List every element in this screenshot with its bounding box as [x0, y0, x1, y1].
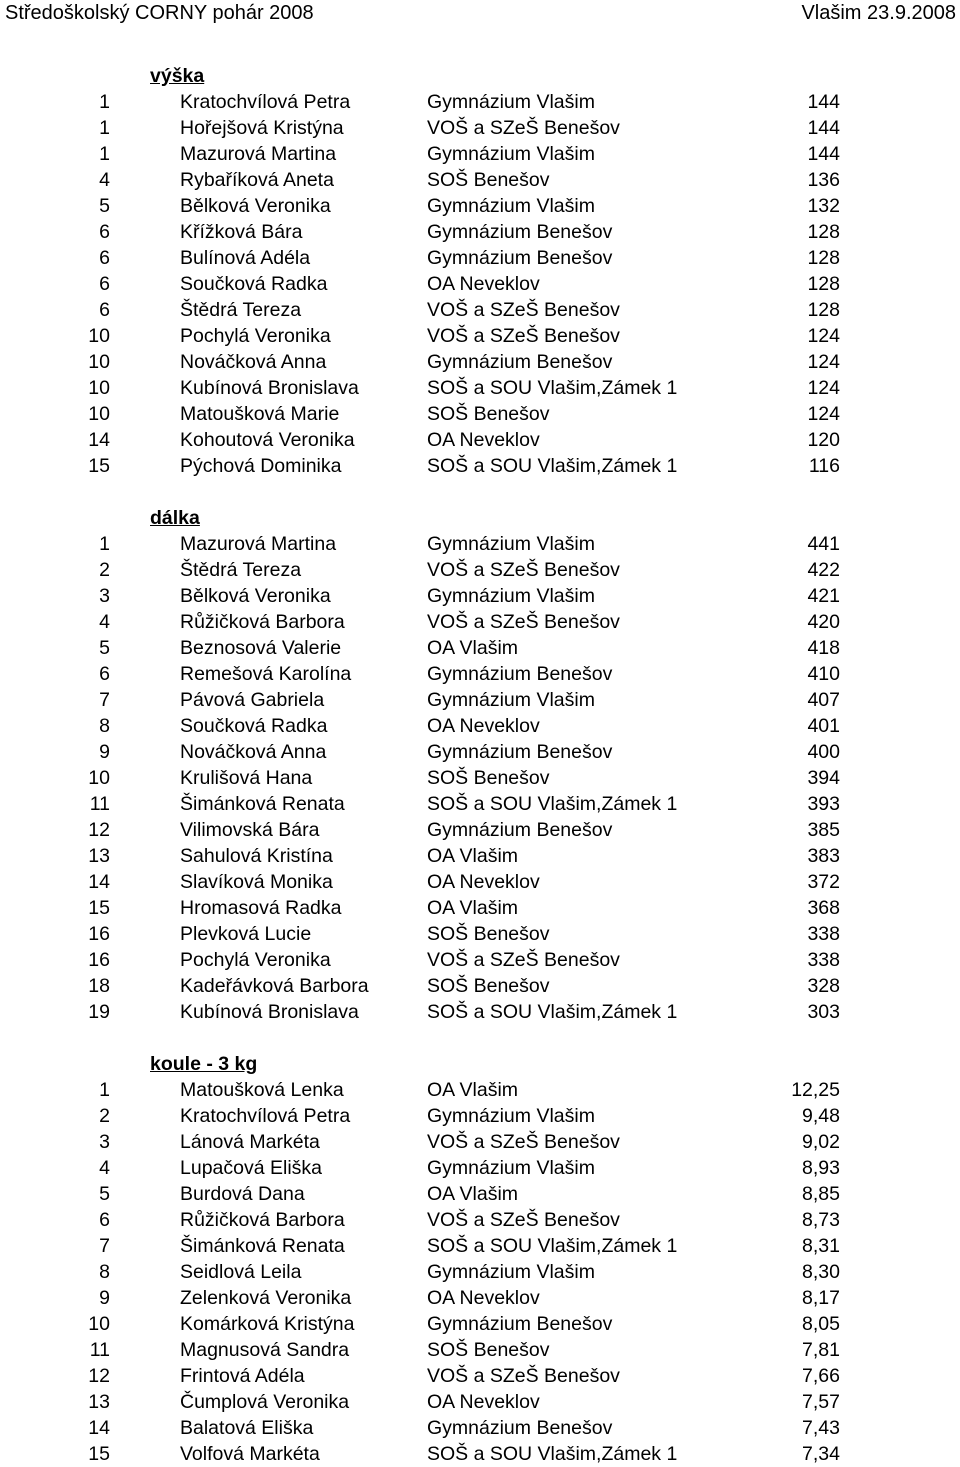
athlete-name-cell: Sahulová Kristína: [180, 845, 333, 867]
result-value-cell: 7,66: [802, 1365, 840, 1387]
rank-cell: 7: [99, 689, 110, 711]
result-row: [0, 713, 960, 739]
rank-cell: 1: [99, 117, 110, 139]
rank-cell: 10: [88, 403, 110, 425]
result-value-cell: 144: [807, 117, 840, 139]
school-cell: VOŠ a SZeŠ Benešov: [427, 1131, 620, 1153]
athlete-name-cell: Slavíková Monika: [180, 871, 333, 893]
result-value-cell: 124: [807, 377, 840, 399]
result-row: [0, 219, 960, 245]
result-value-cell: 128: [807, 221, 840, 243]
result-row: [0, 791, 960, 817]
rank-cell: 5: [99, 1183, 110, 1205]
result-value-cell: 338: [807, 949, 840, 971]
school-cell: Gymnázium Vlašim: [427, 585, 595, 607]
school-cell: SOŠ a SOU Vlašim,Zámek 1: [427, 793, 678, 815]
athlete-name-cell: Frintová Adéla: [180, 1365, 305, 1387]
result-row: [0, 973, 960, 999]
result-value-cell: 303: [807, 1001, 840, 1023]
school-cell: SOŠ a SOU Vlašim,Zámek 1: [427, 455, 678, 477]
result-row: [0, 1285, 960, 1311]
result-value-cell: 372: [807, 871, 840, 893]
rank-cell: 3: [99, 585, 110, 607]
result-row: [0, 271, 960, 297]
result-value-cell: 8,93: [802, 1157, 840, 1179]
rank-cell: 4: [99, 611, 110, 633]
rank-cell: 12: [88, 1365, 110, 1387]
school-cell: Gymnázium Vlašim: [427, 91, 595, 113]
school-cell: SOŠ a SOU Vlašim,Zámek 1: [427, 1235, 678, 1257]
result-row: [0, 141, 960, 167]
school-cell: Gymnázium Benešov: [427, 1417, 613, 1439]
rank-cell: 4: [99, 1157, 110, 1179]
school-cell: OA Neveklov: [427, 273, 540, 295]
rank-cell: 6: [99, 663, 110, 685]
school-cell: OA Neveklov: [427, 429, 540, 451]
result-row: [0, 999, 960, 1025]
result-row: [0, 167, 960, 193]
rank-cell: 1: [99, 91, 110, 113]
school-cell: Gymnázium Vlašim: [427, 1105, 595, 1127]
school-cell: OA Neveklov: [427, 715, 540, 737]
school-cell: Gymnázium Vlašim: [427, 1157, 595, 1179]
result-value-cell: 338: [807, 923, 840, 945]
rank-cell: 11: [89, 793, 110, 815]
rank-cell: 15: [88, 897, 110, 919]
result-row: [0, 609, 960, 635]
school-cell: Gymnázium Benešov: [427, 1313, 613, 1335]
result-value-cell: 7,34: [802, 1443, 840, 1465]
school-cell: OA Neveklov: [427, 871, 540, 893]
result-row: [0, 427, 960, 453]
result-row: [0, 557, 960, 583]
results-section: [0, 1051, 960, 1467]
result-row: [0, 1129, 960, 1155]
result-value-cell: 368: [807, 897, 840, 919]
school-cell: VOŠ a SZeŠ Benešov: [427, 611, 620, 633]
competition-title: Středoškolský CORNY pohár 2008: [5, 2, 314, 24]
school-cell: SOŠ Benešov: [427, 923, 550, 945]
school-cell: Gymnázium Vlašim: [427, 143, 595, 165]
school-cell: Gymnázium Benešov: [427, 351, 613, 373]
rank-cell: 9: [99, 741, 110, 763]
athlete-name-cell: Lánová Markéta: [180, 1131, 320, 1153]
athlete-name-cell: Kratochvílová Petra: [180, 1105, 351, 1127]
result-row: [0, 1311, 960, 1337]
result-value-cell: 128: [807, 299, 840, 321]
rank-cell: 16: [88, 949, 110, 971]
rank-cell: 10: [88, 325, 110, 347]
athlete-name-cell: Šimánková Renata: [180, 793, 345, 815]
athlete-name-cell: Lupačová Eliška: [180, 1157, 323, 1179]
result-value-cell: 393: [807, 793, 840, 815]
page-header: [0, 0, 960, 34]
athlete-name-cell: Štědrá Tereza: [180, 559, 302, 581]
rank-cell: 10: [88, 1313, 110, 1335]
result-row: [0, 583, 960, 609]
rank-cell: 10: [88, 351, 110, 373]
school-cell: VOŠ a SZeŠ Benešov: [427, 325, 620, 347]
result-row: [0, 245, 960, 271]
school-cell: VOŠ a SZeŠ Benešov: [427, 1365, 620, 1387]
athlete-name-cell: Šimánková Renata: [180, 1235, 345, 1257]
result-row: [0, 661, 960, 687]
result-value-cell: 12,25: [791, 1079, 840, 1101]
athlete-name-cell: Burdová Dana: [180, 1183, 305, 1205]
rank-cell: 7: [99, 1235, 110, 1257]
result-row: [0, 1441, 960, 1467]
rank-cell: 10: [88, 767, 110, 789]
rank-cell: 6: [99, 247, 110, 269]
athlete-name-cell: Hořejšová Kristýna: [180, 117, 344, 139]
result-value-cell: 400: [807, 741, 840, 763]
athlete-name-cell: Bulínová Adéla: [180, 247, 311, 269]
athlete-name-cell: Rybaříková Aneta: [180, 169, 334, 191]
result-value-cell: 8,73: [802, 1209, 840, 1231]
results-section: [0, 63, 960, 479]
location-date: Vlašim 23.9.2008: [801, 2, 956, 24]
rank-cell: 6: [99, 1209, 110, 1231]
result-value-cell: 8,05: [802, 1313, 840, 1335]
result-value-cell: 7,43: [802, 1417, 840, 1439]
result-row: [0, 843, 960, 869]
athlete-name-cell: Komárková Kristýna: [180, 1313, 355, 1335]
athlete-name-cell: Čumplová Veronika: [180, 1391, 350, 1413]
result-value-cell: 421: [807, 585, 840, 607]
athlete-name-cell: Kadeřávková Barbora: [180, 975, 369, 997]
result-row: [0, 323, 960, 349]
result-value-cell: 9,02: [802, 1131, 840, 1153]
athlete-name-cell: Magnusová Sandra: [180, 1339, 350, 1361]
athlete-name-cell: Plevková Lucie: [180, 923, 312, 945]
rank-cell: 6: [99, 273, 110, 295]
school-cell: OA Vlašim: [427, 897, 519, 919]
athlete-name-cell: Nováčková Anna: [180, 741, 327, 763]
rank-cell: 3: [99, 1131, 110, 1153]
school-cell: VOŠ a SZeŠ Benešov: [427, 299, 620, 321]
result-row: [0, 947, 960, 973]
athlete-name-cell: Matoušková Marie: [180, 403, 340, 425]
rank-cell: 9: [99, 1287, 110, 1309]
result-value-cell: 124: [807, 325, 840, 347]
school-cell: OA Vlašim: [427, 1183, 519, 1205]
rank-cell: 15: [88, 1443, 110, 1465]
result-row: [0, 765, 960, 791]
school-cell: OA Vlašim: [427, 1079, 519, 1101]
athlete-name-cell: Seidlová Leila: [180, 1261, 302, 1283]
athlete-name-cell: Remešová Karolína: [180, 663, 352, 685]
result-value-cell: 7,81: [802, 1339, 840, 1361]
result-row: [0, 375, 960, 401]
result-row: [0, 453, 960, 479]
athlete-name-cell: Krulišová Hana: [180, 767, 313, 789]
result-value-cell: 407: [807, 689, 840, 711]
result-row: [0, 401, 960, 427]
result-value-cell: 401: [807, 715, 840, 737]
school-cell: SOŠ Benešov: [427, 403, 550, 425]
section-title: dálka: [150, 507, 200, 529]
rank-cell: 12: [88, 819, 110, 841]
school-cell: Gymnázium Vlašim: [427, 533, 595, 555]
result-value-cell: 7,57: [802, 1391, 840, 1413]
result-row: [0, 531, 960, 557]
athlete-name-cell: Nováčková Anna: [180, 351, 327, 373]
rank-cell: 14: [88, 871, 110, 893]
school-cell: VOŠ a SZeŠ Benešov: [427, 1209, 620, 1231]
rank-cell: 14: [88, 1417, 110, 1439]
school-cell: SOŠ Benešov: [427, 975, 550, 997]
result-value-cell: 420: [807, 611, 840, 633]
result-value-cell: 441: [807, 533, 840, 555]
result-value-cell: 132: [807, 195, 840, 217]
result-value-cell: 394: [807, 767, 840, 789]
school-cell: SOŠ Benešov: [427, 169, 550, 191]
school-cell: Gymnázium Benešov: [427, 221, 613, 243]
result-row: [0, 193, 960, 219]
result-row: [0, 1389, 960, 1415]
result-row: [0, 1103, 960, 1129]
result-value-cell: 8,31: [802, 1235, 840, 1257]
school-cell: VOŠ a SZeŠ Benešov: [427, 559, 620, 581]
school-cell: SOŠ Benešov: [427, 1339, 550, 1361]
athlete-name-cell: Pochylá Veronika: [180, 325, 331, 347]
result-value-cell: 328: [807, 975, 840, 997]
athlete-name-cell: Balatová Eliška: [180, 1417, 314, 1439]
result-row: [0, 89, 960, 115]
rank-cell: 8: [99, 1261, 110, 1283]
result-row: [0, 1207, 960, 1233]
athlete-name-cell: Mazurová Martina: [180, 143, 337, 165]
rank-cell: 1: [99, 143, 110, 165]
athlete-name-cell: Vilimovská Bára: [180, 819, 320, 841]
rank-cell: 11: [89, 1339, 110, 1361]
school-cell: SOŠ Benešov: [427, 767, 550, 789]
school-cell: Gymnázium Benešov: [427, 741, 613, 763]
rank-cell: 18: [88, 975, 110, 997]
result-row: [0, 687, 960, 713]
result-value-cell: 410: [807, 663, 840, 685]
rank-cell: 13: [88, 1391, 110, 1413]
athlete-name-cell: Pýchová Dominika: [180, 455, 342, 477]
athlete-name-cell: Kratochvílová Petra: [180, 91, 351, 113]
result-row: [0, 349, 960, 375]
athlete-name-cell: Kohoutová Veronika: [180, 429, 355, 451]
rank-cell: 19: [88, 1001, 110, 1023]
result-row: [0, 1233, 960, 1259]
result-value-cell: 8,30: [802, 1261, 840, 1283]
athlete-name-cell: Volfová Markéta: [180, 1443, 320, 1465]
results-content: [0, 63, 960, 1467]
rank-cell: 8: [99, 715, 110, 737]
athlete-name-cell: Štědrá Tereza: [180, 299, 302, 321]
rank-cell: 4: [99, 169, 110, 191]
rank-cell: 14: [88, 429, 110, 451]
result-value-cell: 116: [808, 455, 840, 477]
result-row: [0, 1077, 960, 1103]
result-value-cell: 128: [807, 247, 840, 269]
results-section: [0, 505, 960, 1025]
section-title: výška: [150, 65, 205, 87]
result-value-cell: 128: [807, 273, 840, 295]
rank-cell: 16: [88, 923, 110, 945]
athlete-name-cell: Pávová Gabriela: [180, 689, 325, 711]
school-cell: Gymnázium Vlašim: [427, 689, 595, 711]
result-value-cell: 120: [807, 429, 840, 451]
result-value-cell: 124: [807, 403, 840, 425]
result-value-cell: 8,17: [802, 1287, 840, 1309]
result-row: [0, 115, 960, 141]
result-row: [0, 1181, 960, 1207]
result-value-cell: 422: [807, 559, 840, 581]
school-cell: SOŠ a SOU Vlašim,Zámek 1: [427, 377, 678, 399]
school-cell: Gymnázium Benešov: [427, 819, 613, 841]
result-row: [0, 817, 960, 843]
result-value-cell: 144: [807, 91, 840, 113]
school-cell: VOŠ a SZeŠ Benešov: [427, 949, 620, 971]
school-cell: Gymnázium Benešov: [427, 663, 613, 685]
rank-cell: 10: [88, 377, 110, 399]
result-row: [0, 895, 960, 921]
rank-cell: 6: [99, 299, 110, 321]
athlete-name-cell: Bělková Veronika: [180, 195, 331, 217]
athlete-name-cell: Mazurová Martina: [180, 533, 337, 555]
school-cell: Gymnázium Vlašim: [427, 1261, 595, 1283]
athlete-name-cell: Hromasová Radka: [180, 897, 342, 919]
athlete-name-cell: Růžičková Barbora: [180, 611, 345, 633]
result-row: [0, 1155, 960, 1181]
result-row: [0, 1259, 960, 1285]
rank-cell: 2: [99, 1105, 110, 1127]
result-value-cell: 124: [807, 351, 840, 373]
result-row: [0, 869, 960, 895]
result-value-cell: 144: [807, 143, 840, 165]
section-title: koule - 3 kg: [150, 1053, 258, 1075]
athlete-name-cell: Kubínová Bronislava: [180, 1001, 359, 1023]
school-cell: SOŠ a SOU Vlašim,Zámek 1: [427, 1001, 678, 1023]
result-row: [0, 1363, 960, 1389]
school-cell: OA Vlašim: [427, 637, 519, 659]
school-cell: SOŠ a SOU Vlašim,Zámek 1: [427, 1443, 678, 1465]
athlete-name-cell: Bělková Veronika: [180, 585, 331, 607]
school-cell: OA Neveklov: [427, 1287, 540, 1309]
result-value-cell: 9,48: [802, 1105, 840, 1127]
rank-cell: 1: [99, 1079, 110, 1101]
rank-cell: 5: [99, 195, 110, 217]
athlete-name-cell: Křížková Bára: [180, 221, 303, 243]
athlete-name-cell: Růžičková Barbora: [180, 1209, 345, 1231]
school-cell: OA Vlašim: [427, 845, 519, 867]
athlete-name-cell: Beznosová Valerie: [180, 637, 342, 659]
athlete-name-cell: Matoušková Lenka: [180, 1079, 344, 1101]
result-row: [0, 1337, 960, 1363]
result-value-cell: 8,85: [802, 1183, 840, 1205]
rank-cell: 1: [99, 533, 110, 555]
result-row: [0, 1415, 960, 1441]
school-cell: Gymnázium Vlašim: [427, 195, 595, 217]
school-cell: OA Neveklov: [427, 1391, 540, 1413]
result-row: [0, 739, 960, 765]
rank-cell: 5: [99, 637, 110, 659]
athlete-name-cell: Součková Radka: [180, 715, 328, 737]
rank-cell: 13: [88, 845, 110, 867]
result-row: [0, 921, 960, 947]
athlete-name-cell: Kubínová Bronislava: [180, 377, 359, 399]
school-cell: Gymnázium Benešov: [427, 247, 613, 269]
rank-cell: 6: [99, 221, 110, 243]
rank-cell: 15: [88, 455, 110, 477]
school-cell: VOŠ a SZeŠ Benešov: [427, 117, 620, 139]
result-value-cell: 383: [807, 845, 840, 867]
result-value-cell: 385: [807, 819, 840, 841]
athlete-name-cell: Pochylá Veronika: [180, 949, 331, 971]
rank-cell: 2: [99, 559, 110, 581]
result-row: [0, 635, 960, 661]
result-row: [0, 297, 960, 323]
result-value-cell: 418: [807, 637, 840, 659]
athlete-name-cell: Součková Radka: [180, 273, 328, 295]
result-value-cell: 136: [807, 169, 840, 191]
athlete-name-cell: Zelenková Veronika: [180, 1287, 352, 1309]
